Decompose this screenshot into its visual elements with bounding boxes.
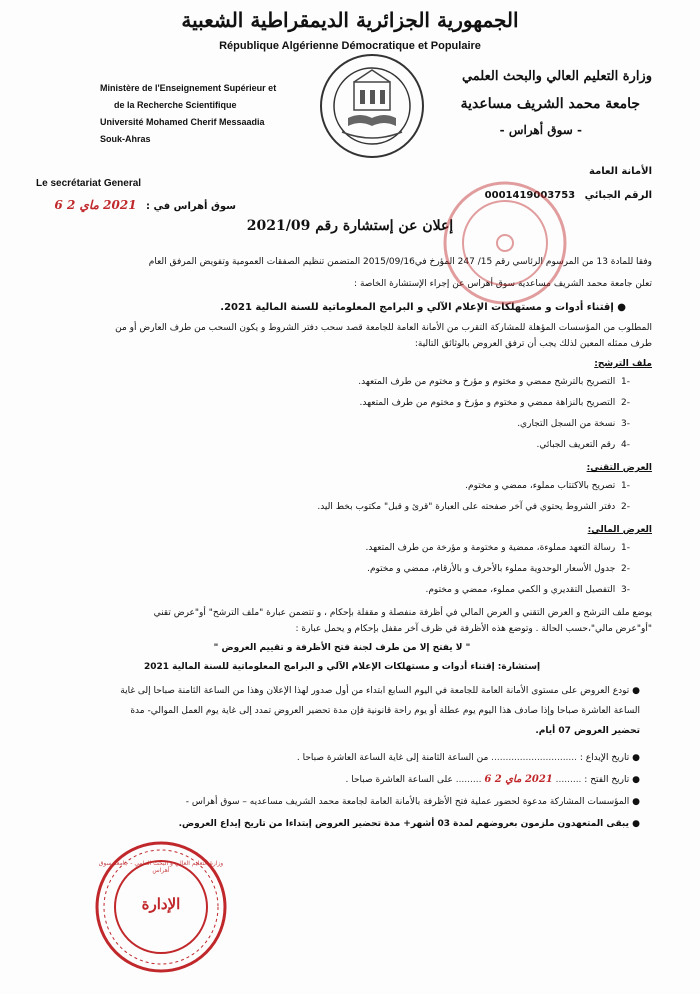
ministry-fr-line: Ministère de l'Enseignement Supérieur et: [100, 83, 277, 93]
bullet-dot-icon: ●: [629, 753, 640, 763]
item-number: -2: [621, 564, 630, 574]
list-item: [32, 435, 630, 456]
list-item: [32, 559, 630, 580]
republic-title-ar: الجمهورية الجزائرية الديمقراطية الشعبية: [181, 8, 519, 32]
dotted-leader: .........: [455, 775, 482, 785]
dotted-leader: ..............................: [491, 753, 577, 763]
item-number: -1: [621, 481, 630, 491]
item-text: رسالة التعهد مملوءة، ممضية و مختومة و مؤرخة من طرف المتعهد.: [365, 543, 616, 553]
official-stamp-top: [440, 178, 570, 308]
stamp-ring-text: وزارة التعليم العالي و البحث العلمي - جامعة سوق أهراس: [98, 860, 224, 874]
item-text: تصريح بالاكتتاب مملوء، ممضي و مختوم.: [465, 481, 616, 491]
university-fr-line: Université Mohamed Cherif Messaadia: [100, 117, 265, 127]
item-number: -2: [621, 502, 630, 512]
bullet-dot-icon: ●: [629, 819, 640, 829]
ministry-fr-line: de la Recherche Scientifique: [114, 100, 237, 110]
opening-date-row: [32, 769, 640, 791]
dotted-leader: .........: [555, 775, 582, 785]
bullet-dot-icon: ●: [629, 686, 640, 696]
deposit-line: تحضير العروض 07 أيام.: [535, 726, 640, 736]
item-text: رقم التعريف الجبائي.: [536, 440, 616, 450]
consultation-line: إستشارة: إقتناء أدوات و مستهلكات الإعلام الآلي و البرامج المعلوماتية للسنة المالية 2021: [143, 662, 541, 672]
bullet-dot-icon: ●: [629, 797, 640, 807]
envelope-line: يوضع ملف الترشح و العرض التقني و العرض المالي في أظرفة منفصلة و مقفلة بإحكام ، و تتضمن عبارة "ملف الترشح" أو"عرض تقني: [153, 608, 652, 618]
date-handwritten: 2021 ماي 2 6: [54, 198, 137, 212]
ministry-ar-line: وزارة التعليم العالي والبحث العلمي: [461, 69, 652, 84]
item-number: -4: [621, 440, 630, 450]
item-text: نسخة من السجل التجاري.: [517, 419, 616, 429]
ministry-block-fr: [100, 80, 300, 148]
fiscal-label: الرقم الجبائي: [584, 190, 652, 201]
opening-date-text: على الساعة العاشرة صباحا .: [345, 775, 453, 785]
item-text: دفتر الشروط يحتوي في آخر صفحته على العبارة "قرئ و قبل" مكتوب بخط اليد.: [317, 502, 616, 512]
secretariat-ar: الأمانة العامة: [589, 166, 652, 177]
item-number: -1: [621, 377, 630, 387]
ministry-block-ar: [392, 64, 652, 142]
item-number: -3: [621, 419, 630, 429]
section-title-financial: العرض المالي:: [587, 525, 652, 535]
intro-line: وفقا للمادة 13 من المرسوم الرئاسي رقم 15/ 247 المؤرخ في2015/09/16 المتضمن تنظيم الصفقات العمومية وتفويض المرفق العام: [148, 257, 652, 267]
deposit-date-row: [32, 747, 640, 769]
bullet-dot-icon: ●: [629, 775, 640, 785]
deposit-text: تودع العروض على مستوى الأمانة العامة للجامعة في اليوم السابع ابتداء من أول صدور لهذا الإعلان وهذا من الساعة الثامنة صباحا إلى غاية: [120, 686, 630, 696]
city-fr-line: Souk-Ahras: [100, 134, 151, 144]
technical-list: [32, 476, 652, 518]
date-label: سوق أهراس في :: [146, 201, 236, 212]
secretariat-fr: Le secrétariat General: [36, 178, 142, 189]
section-title-candidacy: ملف الترشح:: [594, 359, 652, 369]
date-row: [36, 198, 236, 212]
announcement-title: إعلان عن إستشارة رقم 2021/09: [246, 218, 454, 234]
paragraph-line: طرف ممثله المعين لذلك يجب أن ترفق العروض بالوثائق التالية:: [414, 339, 652, 349]
envelope-line: "أو"عرض مالي"،حسب الحالة . وتوضع هذه الأظرفة في ظرف آخر مقفل بإحكام و يحمل عبارة :: [295, 624, 652, 634]
opening-date-handwritten: 2021 ماي 2 6: [484, 774, 553, 785]
deposit-date-text: من الساعة الثامنة إلى غاية الساعة العاشرة صباحا .: [296, 753, 489, 763]
list-item: [32, 538, 630, 559]
item-text: جدول الأسعار الوحدوية مملوء بالأحرف و بالأرقام، ممضي و مختوم.: [367, 564, 616, 574]
administration-stamp-label: الإدارة: [141, 895, 181, 913]
bullet-title-text: إقتناء أدوات و مستهلكات الإعلام الآلي و البرامج المعلوماتية للسنة المالية 2021.: [220, 302, 614, 313]
announcement-body: [32, 254, 652, 835]
item-number: -1: [621, 543, 630, 553]
fiscal-number: 0001419003753: [484, 190, 576, 201]
commitment-row: [32, 813, 640, 835]
city-ar-line: - سوق أهراس -: [499, 123, 582, 137]
list-item: [32, 497, 630, 518]
deposit-line: [32, 681, 640, 701]
list-item: [32, 476, 630, 497]
section-title-technical: العرض التقني:: [586, 463, 652, 473]
republic-title-fr: République Algérienne Démocratique et Populaire: [219, 40, 481, 52]
item-text: التصريح بالترشح ممضي و مختوم و مؤرخ و مختوم من طرف المتعهد.: [358, 377, 616, 387]
item-number: -3: [621, 585, 630, 595]
university-ar-line: جامعة محمد الشريف مساعدية: [460, 96, 640, 112]
item-text: التصريح بالنزاهة ممضي و مختوم و مؤرخ و مختوم من طرف المتعهد.: [359, 398, 616, 408]
list-item: [32, 372, 630, 393]
opening-date-label: تاريخ الفتح :: [584, 775, 630, 785]
deposit-date-label: تاريخ الإيداع :: [579, 753, 630, 763]
financial-list: [32, 538, 652, 601]
commitment-text: يبقى المتعهدون ملزمون بعروضهم لمدة 03 أشهر+ مدة تحضير العروض إبتداءا من تاريخ إيداع العروض.: [178, 819, 629, 829]
list-item: [32, 580, 630, 601]
invite-text: المؤسسات المشاركة مدعوة لحضور عملية فتح الأظرفة بالأمانة العامة لجامعة محمد الشريف مساعديه – سوق أهراس -: [185, 797, 630, 807]
item-text: التفصيل التقديري و الكمي مملوء، ممضي و مختوم.: [425, 585, 616, 595]
dates-block: [32, 747, 652, 835]
list-item: [32, 414, 630, 435]
invite-row: [32, 791, 640, 813]
item-number: -2: [621, 398, 630, 408]
deposit-line: الساعة العاشرة صباحا وإذا صادف هذا اليوم يوم عطلة أو يوم راحة قانونية فإن مدة تحضير العروض تمدد إلى غاية يوم العمل الموالي- مدة: [130, 706, 640, 716]
bullet-dot-icon: ●: [613, 302, 626, 313]
deposit-paragraph: [32, 681, 652, 741]
envelope-quote: " لا يفتح إلا من طرف لجنة فتح الأظرفة و تقييم العروض ": [213, 643, 471, 653]
candidacy-list: [32, 372, 652, 456]
list-item: [32, 393, 630, 414]
intro-line: تعلن جامعة محمد الشريف مساعدية سوق أهراس عن إجراء الإستشارة الخاصة :: [354, 279, 652, 289]
paragraph-line: المطلوب من المؤسسات المؤهلة للمشاركة التقرب من الأمانة العامة للجامعة قصد سحب دفتر الشروط و يكون السحب من طرف العارض أو من: [115, 323, 652, 333]
